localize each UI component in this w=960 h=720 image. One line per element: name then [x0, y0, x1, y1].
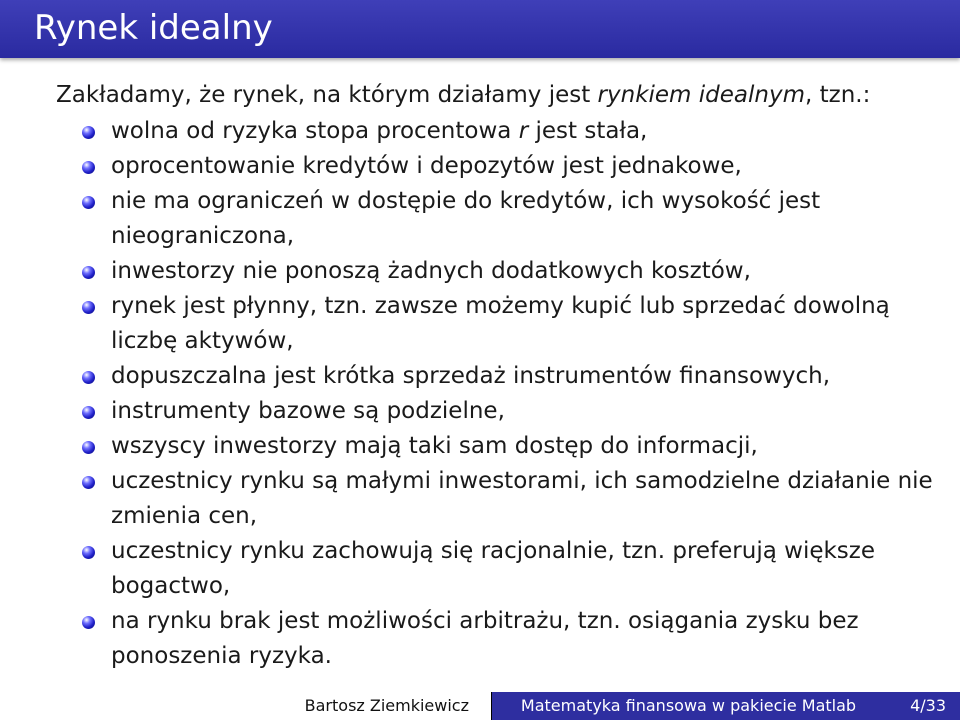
item-text: instrumenty bazowe są podzielne,	[111, 398, 505, 424]
list-item	[56, 359, 946, 394]
list-item	[56, 184, 946, 254]
footer-course-cell	[491, 692, 886, 720]
slide-title: Rynek idealny	[34, 8, 273, 48]
assumption-list	[56, 114, 946, 674]
list-item	[56, 464, 946, 534]
ball-bullet-icon	[82, 546, 95, 559]
item-text-after: jest stała,	[528, 118, 648, 144]
footer-bar	[0, 692, 960, 720]
list-item	[56, 429, 946, 464]
item-text: wolna od ryzyka stopa procentowa	[111, 118, 519, 144]
item-text: wszyscy inwestorzy mają taki sam dostęp do informacji,	[111, 433, 758, 459]
footer-page-number: 4/33	[910, 696, 946, 715]
item-text: oprocentowanie kredytów i depozytów jest jednakowe,	[111, 153, 742, 179]
intro-after: , tzn.:	[805, 82, 871, 108]
ball-bullet-icon	[82, 616, 95, 629]
ball-bullet-icon	[82, 441, 95, 454]
item-text: nie ma ograniczeń w dostępie do kredytów, ich wysokość jest nieograniczona,	[111, 188, 821, 249]
item-text: uczestnicy rynku są małymi inwestorami, ich samodzielne działanie nie zmienia cen,	[111, 468, 933, 529]
ball-bullet-icon	[82, 371, 95, 384]
ball-bullet-icon	[82, 406, 95, 419]
item-text: uczestnicy rynku zachowują się racjonalnie, tzn. preferują większe bogactwo,	[111, 538, 876, 599]
item-text: rynek jest płynny, tzn. zawsze możemy kupić lub sprzedać dowolną liczbę aktywów,	[111, 293, 890, 354]
ball-bullet-icon	[82, 476, 95, 489]
ball-bullet-icon	[82, 196, 95, 209]
footer-course: Matematyka finansowa w pakiecie Matlab	[520, 696, 857, 715]
intro-text	[56, 78, 946, 112]
list-item	[56, 149, 946, 184]
item-text: na rynku brak jest możliwości arbitrażu, tzn. osiągania zysku bez ponoszenia ryzyka.	[111, 608, 859, 669]
slide-content	[56, 78, 946, 674]
list-item	[56, 604, 946, 674]
item-text: inwestorzy nie ponoszą żadnych dodatkowych kosztów,	[111, 258, 751, 284]
footer-divider	[491, 692, 492, 720]
footer-author-cell	[0, 692, 491, 720]
list-item	[56, 534, 946, 604]
list-item	[56, 289, 946, 359]
footer-author: Bartosz Ziemkiewicz	[304, 696, 469, 715]
list-item	[56, 394, 946, 429]
intro-before: Zakładamy, że rynek, na którym działamy jest	[56, 82, 598, 108]
list-item	[56, 114, 946, 149]
intro-emphasis: rynkiem idealnym	[597, 82, 805, 108]
item-emphasis: r	[518, 118, 529, 144]
ball-bullet-icon	[82, 161, 95, 174]
ball-bullet-icon	[82, 126, 95, 139]
list-item	[56, 254, 946, 289]
ball-bullet-icon	[82, 301, 95, 314]
footer-page-cell	[886, 692, 960, 720]
title-bar	[0, 0, 960, 58]
item-text: dopuszczalna jest krótka sprzedaż instrumentów finansowych,	[111, 363, 831, 389]
ball-bullet-icon	[82, 266, 95, 279]
